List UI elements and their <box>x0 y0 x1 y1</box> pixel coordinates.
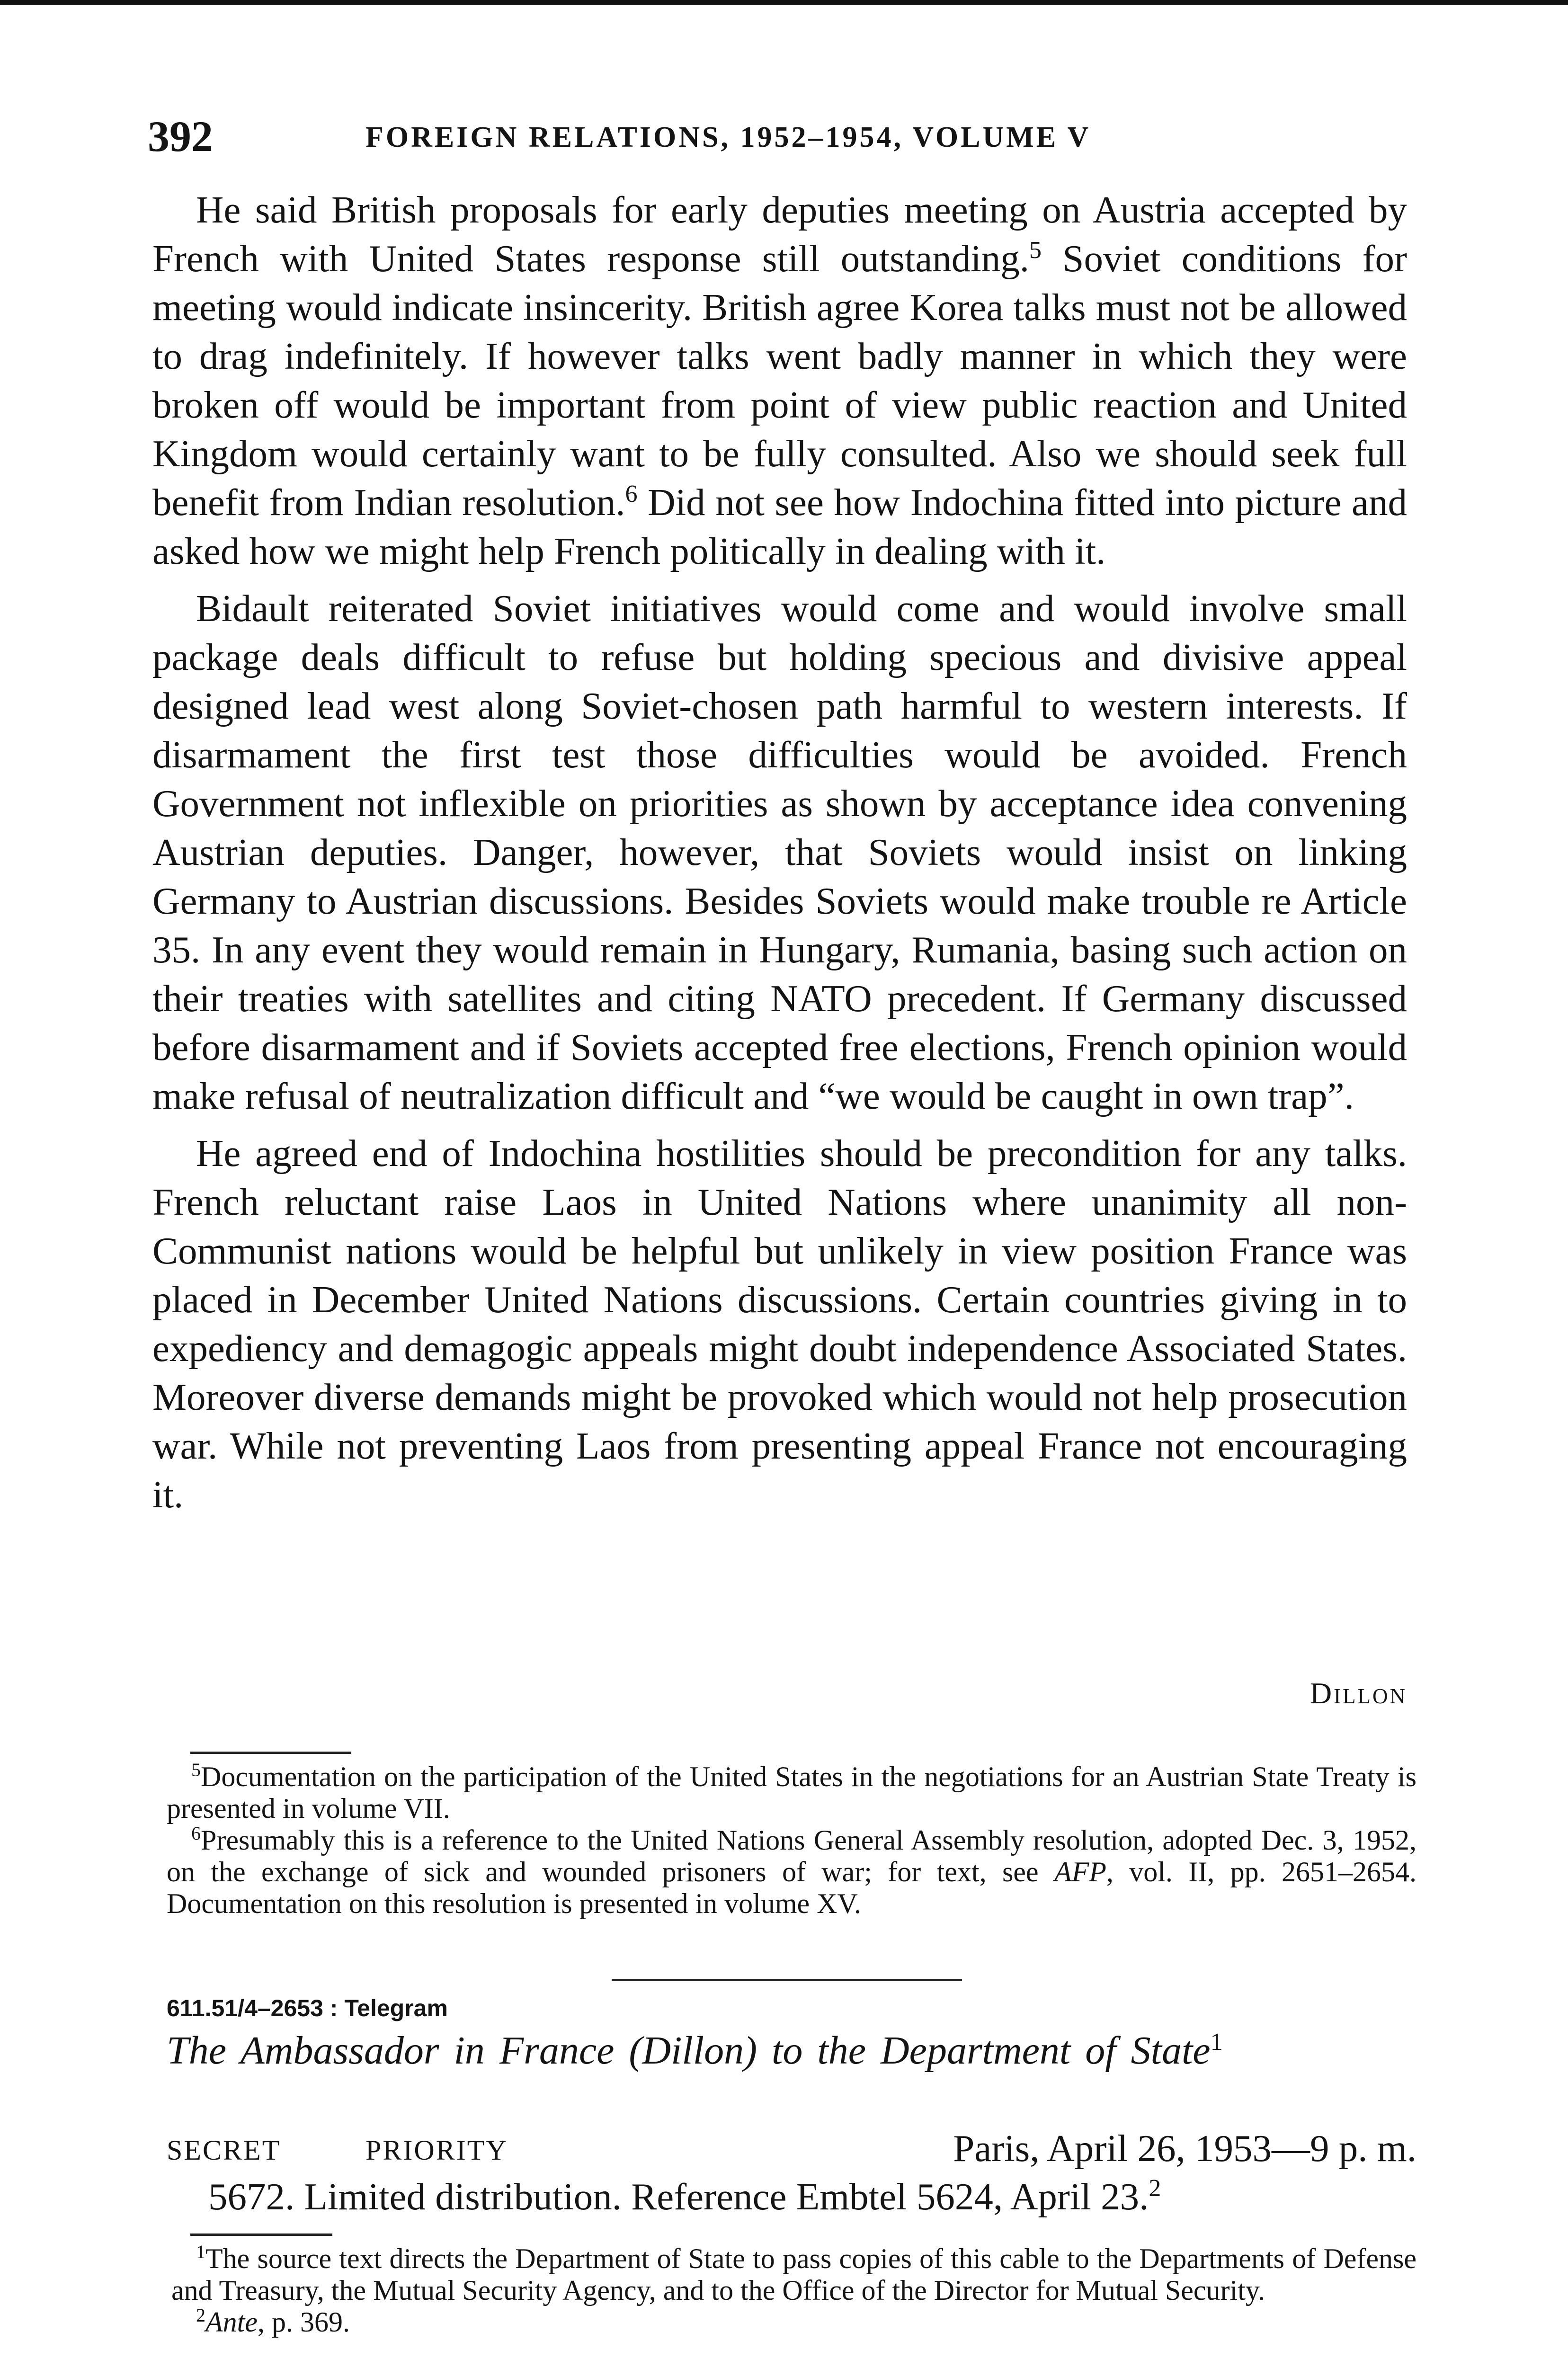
page-header <box>148 113 1426 160</box>
section-divider <box>612 1979 962 1981</box>
footnote-5: $^5$Documentation on the participation of the United States in the negotiations for an Austrian State Treaty is presented in volume VII. <box>167 1759 1417 1824</box>
footnote-ref-6: 6 <box>625 481 638 507</box>
footnote-divider-2 <box>190 2234 332 2236</box>
paragraph-2: Bidault reiterated Soviet initiatives would come and would involve small package deals difficult to refuse but holding specious and divisive appeal designed lead west along Soviet-chosen path harmful to western interests. If disarmament the first test those difficulties would be avoided. French Government not inflexible on priorities as shown by acceptance idea convening Austrian deputies. Danger, however, that Soviets would insist on linking Germany to Austrian discussions. Besides Soviets would make trouble re Article 35. In any event they would remain in Hungary, Rumania, basing such action on their treaties with satellites and citing NATO precedent. If Germany discussed before disarmament and if Soviets accepted free elections, French opinion would make refusal of neutralization difficult and “we would be caught in own trap”. <box>152 587 1407 1117</box>
body-text <box>152 186 1407 1528</box>
footnote-ref-1: 1 <box>1210 2029 1223 2056</box>
top-border <box>0 0 1568 5</box>
footnote-divider <box>190 1752 351 1754</box>
footnote-1: $^1$The source text directs the Department of State to pass copies of this cable to the Departments of Defense and Treasury, the Mutual Security Agency, and to the Office of the Director for Mutual Security. <box>171 2241 1417 2306</box>
classification: SECRET <box>167 2135 281 2166</box>
footnote-ref-5: 5 <box>1029 237 1042 264</box>
message-line: 5672. Limited distribution. Reference Embtel 5624, April 23.$^2$ <box>208 2175 1161 2218</box>
document-id: 611.51/4–2653 : Telegram <box>167 1995 448 2021</box>
footnotes <box>167 1761 1417 1920</box>
paragraph-3: He agreed end of Indochina hostilities should be precondition for any talks. French reluctant raise Laos in United Nations where unanimity all non-Communist nations would be helpful but unlikely in view position France was placed in December United Nations discussions. Certain countries giving in to expediency and demagogic appeals might doubt independence Associated States. Moreover diverse demands might be provoked which would not help prosecution war. While not preventing Laos from presenting appeal France not encouraging it. <box>152 1132 1407 1516</box>
signature: Dillon <box>1310 1676 1407 1710</box>
page-number: 392 <box>148 112 213 160</box>
running-title: FOREIGN RELATIONS, 1952–1954, VOLUME V <box>365 121 1091 153</box>
classification-line <box>167 2125 1417 2172</box>
footnotes-2 <box>171 2243 1417 2338</box>
precedence: PRIORITY <box>365 2135 508 2166</box>
document-title: The Ambassador in France (Dillon) to the Department of State$^1$ <box>167 2029 1223 2073</box>
footnote-6: $^6$Presumably this is a reference to the United Nations General Assembly resolution, adopted Dec. 3, 1952, on the exchange of sick and wounded prisoners of war; for text, see AFP, vol. II, pp. 2651–2654. Documentation on this resolution is presented in volume XV. <box>167 1823 1417 1919</box>
dateline: Paris, April 26, 1953—9 p. m. <box>953 2127 1417 2170</box>
footnote-ref-2: 2 <box>1149 2175 1161 2202</box>
paragraph-1: He said British proposals for early deputies meeting on Austria accepted by French with United States response still outstanding.$^5$ Soviet conditions for meeting would indicate insincerity. British agree Korea talks must not be allowed to drag indefinitely. If however talks went badly manner in which they were broken off would be important from point of view public reaction and United Kingdom would certainly want to be fully consulted. Also we should seek full benefit from Indian resolution.$^6$ Did not see how Indochina fitted into picture and asked how we might help French politically in dealing with it. <box>152 188 1408 572</box>
footnote-2: $^2$Ante, p. 369. <box>196 2305 350 2338</box>
